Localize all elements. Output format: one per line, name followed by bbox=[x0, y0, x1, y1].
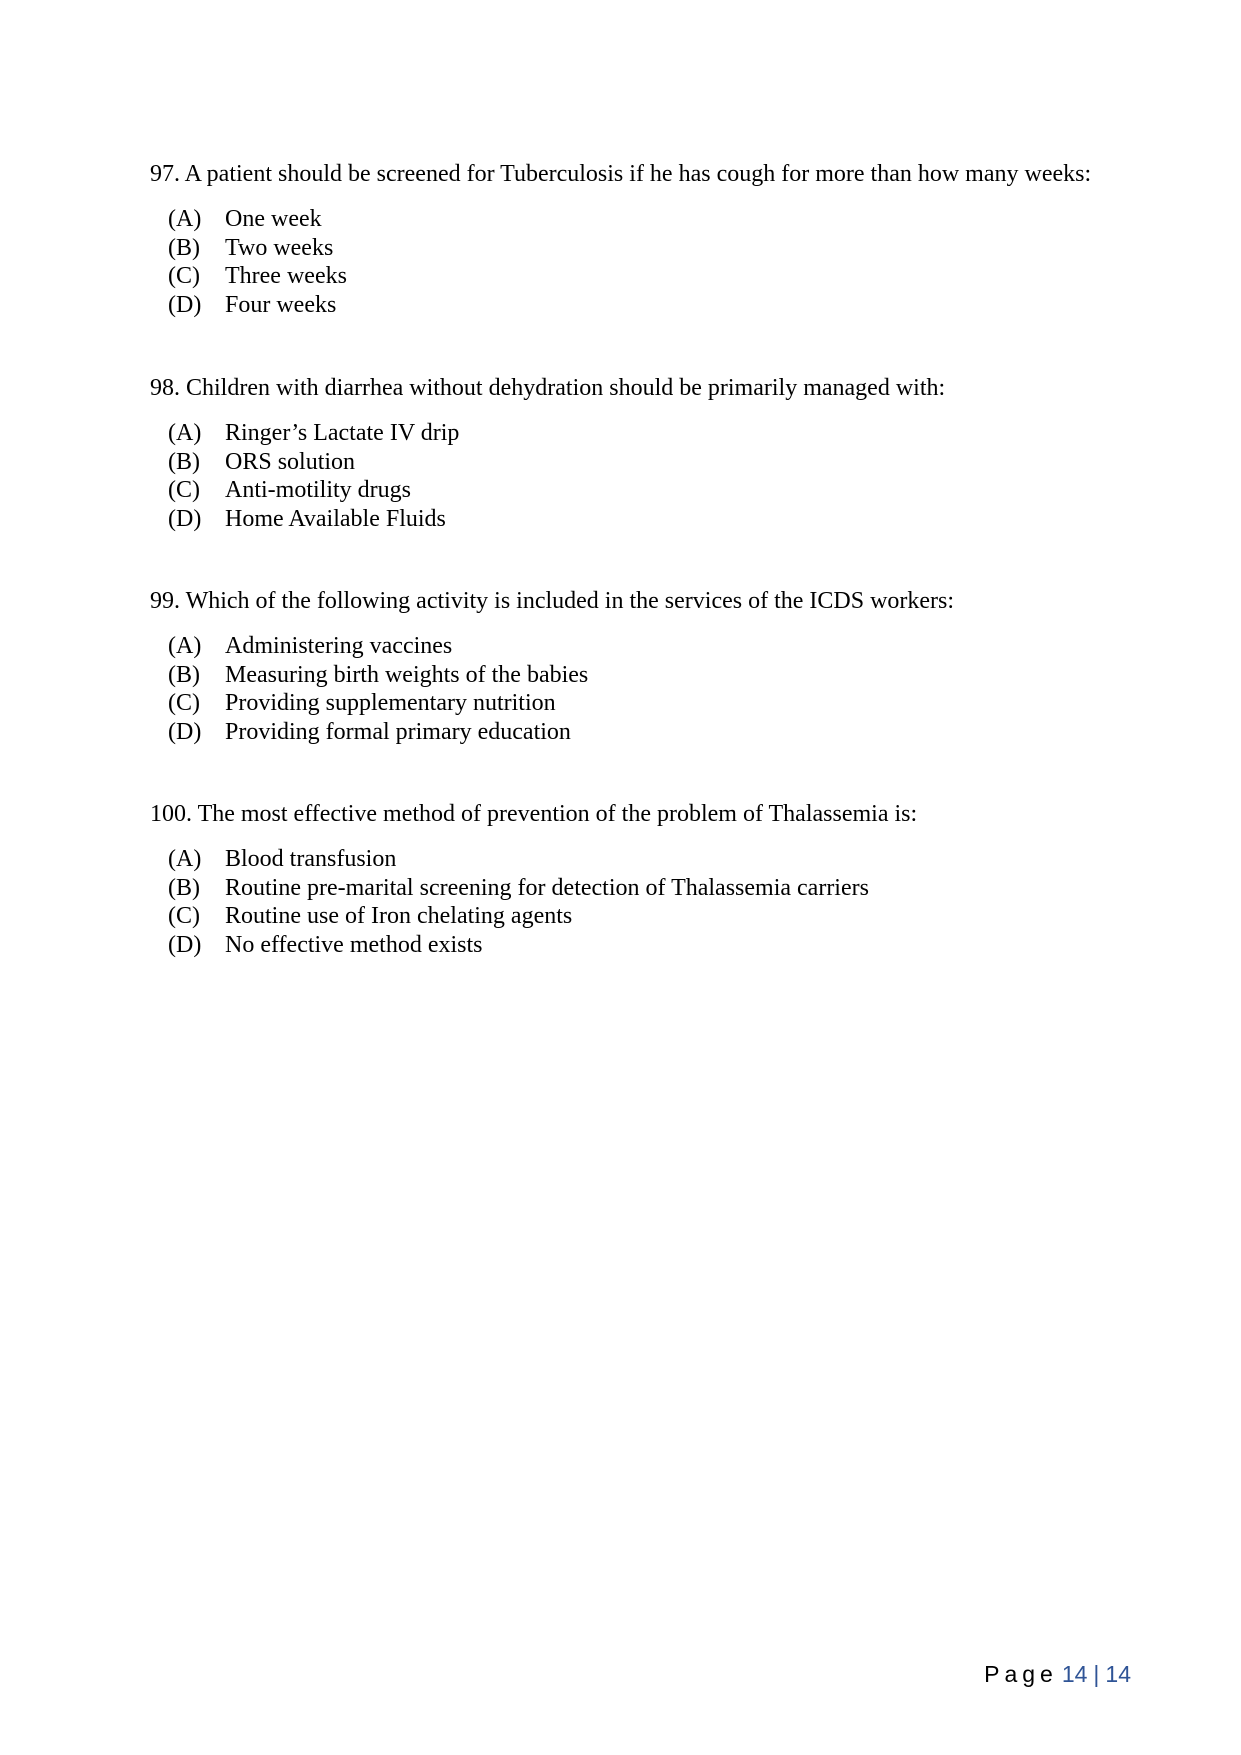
option-b bbox=[168, 234, 1150, 263]
option-text: Providing supplementary nutrition bbox=[225, 690, 556, 717]
question-text: 97. A patient should be screened for Tuberculosis if he has cough for more than how many weeks: bbox=[150, 161, 1092, 187]
option-label: (D) bbox=[168, 719, 202, 746]
option-text: Administering vaccines bbox=[225, 633, 453, 659]
option-d bbox=[168, 291, 1150, 320]
option-text: Providing formal primary education bbox=[225, 719, 571, 746]
option-text: No effective method exists bbox=[225, 932, 483, 959]
page-footer bbox=[984, 1660, 1131, 1688]
page-word: Page bbox=[984, 1661, 1058, 1687]
option-text: Ringer’s Lactate IV drip bbox=[225, 420, 460, 446]
page-separator: | bbox=[1093, 1661, 1100, 1687]
option-d bbox=[168, 931, 1150, 960]
option-label: (B) bbox=[168, 661, 200, 688]
option-c bbox=[168, 476, 1150, 505]
question-99 bbox=[150, 586, 1150, 747]
option-a bbox=[168, 419, 1150, 448]
option-c bbox=[168, 262, 1150, 291]
question-text: 100. The most effective method of prevention of the problem of Thalassemia is: bbox=[150, 801, 918, 827]
option-text: Home Available Fluids bbox=[225, 506, 446, 533]
option-label: (B) bbox=[168, 234, 200, 261]
current-page-number: 14 bbox=[1061, 1661, 1088, 1687]
option-text: Routine use of Iron chelating agents bbox=[225, 903, 573, 930]
option-label: (D) bbox=[168, 932, 202, 959]
option-c bbox=[168, 902, 1150, 931]
option-label: (C) bbox=[168, 690, 200, 717]
option-text: Two weeks bbox=[225, 234, 334, 261]
option-label: (B) bbox=[168, 448, 200, 475]
option-d bbox=[168, 505, 1150, 534]
option-text: Blood transfusion bbox=[225, 846, 397, 872]
question-97 bbox=[150, 159, 1150, 320]
option-a bbox=[168, 845, 1150, 874]
option-text: One week bbox=[225, 206, 322, 232]
question-text: 98. Children with diarrhea without dehydration should be primarily managed with: bbox=[150, 375, 946, 401]
option-label: (A) bbox=[168, 633, 202, 659]
option-text: Four weeks bbox=[225, 292, 337, 319]
option-text: ORS solution bbox=[225, 448, 356, 475]
option-label: (C) bbox=[168, 903, 200, 930]
option-list bbox=[150, 205, 1150, 320]
option-text: Anti-motility drugs bbox=[225, 477, 411, 504]
option-label: (D) bbox=[168, 292, 202, 319]
option-label: (A) bbox=[168, 206, 202, 232]
option-c bbox=[168, 689, 1150, 718]
option-b bbox=[168, 874, 1150, 903]
option-text: Routine pre-marital screening for detection of Thalassemia carriers bbox=[225, 874, 869, 901]
option-text: Three weeks bbox=[225, 263, 347, 290]
total-pages-number: 14 bbox=[1105, 1661, 1131, 1687]
option-label: (A) bbox=[168, 420, 202, 446]
option-a bbox=[168, 205, 1150, 234]
option-label: (C) bbox=[168, 477, 200, 504]
option-label: (D) bbox=[168, 506, 202, 533]
option-b bbox=[168, 448, 1150, 477]
option-b bbox=[168, 661, 1150, 690]
question-text: 99. Which of the following activity is included in the services of the ICDS workers: bbox=[150, 588, 955, 614]
question-98 bbox=[150, 373, 1150, 534]
option-list bbox=[150, 632, 1150, 747]
option-list bbox=[150, 419, 1150, 534]
option-list bbox=[150, 845, 1150, 960]
option-d bbox=[168, 718, 1150, 747]
option-label: (C) bbox=[168, 263, 200, 290]
option-text: Measuring birth weights of the babies bbox=[225, 661, 589, 688]
option-label: (B) bbox=[168, 874, 200, 901]
question-100 bbox=[150, 799, 1150, 960]
option-label: (A) bbox=[168, 846, 202, 872]
option-a bbox=[168, 632, 1150, 661]
